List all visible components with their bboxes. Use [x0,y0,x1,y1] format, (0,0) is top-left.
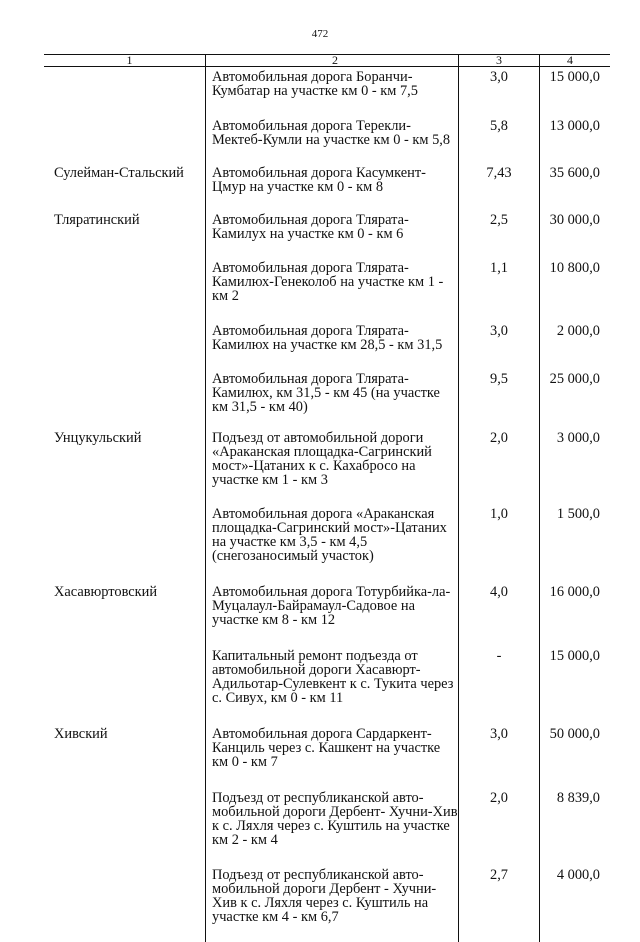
table-row [44,847,610,924]
road-description-cell: Автомобильная дорога Тлярата-Камилух на участке км 0 - км 6 [206,194,459,241]
district-cell: Унцукульский [44,414,206,487]
table-row [44,705,610,769]
amount-cell: 10 800,0 [540,241,611,303]
district-cell: Хивский [44,705,206,769]
table-tail-spacer [44,924,610,942]
header-row [44,55,610,67]
length-km-cell: - [459,627,540,705]
amount-cell: 30 000,0 [540,194,611,241]
road-description-cell: Подъезд от республиканской авто-мобильной дороги Дербент- Хучни-Хив к с. Ляхля через с. Куштиль на участке км 2 - км 4 [206,769,459,847]
amount-cell: 16 000,0 [540,563,611,627]
district-cell [44,487,206,563]
district-cell [44,769,206,847]
column-header-3: 3 [459,55,540,67]
table-row [44,627,610,705]
road-description-cell: Автомобильная дорога Тлярата-Камилюх, км 31,5 - км 45 (на участке км 31,5 - км 40) [206,352,459,414]
length-km-cell: 2,0 [459,414,540,487]
table-row [44,67,610,99]
length-km-cell: 3,0 [459,303,540,352]
table-row [44,487,610,563]
table-row [44,303,610,352]
district-cell [44,847,206,924]
road-description-cell: Подъезд от республиканской авто-мобильной дороги Дербент - Хучни-Хив к с. Ляхля через с. Куштиль на участке км 4 - км 6,7 [206,847,459,924]
table-row [44,194,610,241]
spacer-cell [206,924,459,942]
amount-cell: 35 600,0 [540,147,611,194]
amount-cell: 15 000,0 [540,67,611,99]
district-cell [44,241,206,303]
length-km-cell: 3,0 [459,67,540,99]
amount-cell: 3 000,0 [540,414,611,487]
road-description-cell: Автомобильная дорога «Араканская площадка-Сагринский мост»-Цатаних на участке км 3,5 - км 4,5 (снегозаносимый участок) [206,487,459,563]
district-cell [44,352,206,414]
length-km-cell: 2,7 [459,847,540,924]
road-description-cell: Автомобильная дорога Боранчи-Кумбатар на участке км 0 - км 7,5 [206,67,459,99]
amount-cell: 15 000,0 [540,627,611,705]
amount-cell: 50 000,0 [540,705,611,769]
amount-cell: 4 000,0 [540,847,611,924]
road-description-cell: Автомобильная дорога Тотурбийка-ла-Муцалаул-Байрамаул-Садовое на участке км 8 - км 12 [206,563,459,627]
page-number: 472 [0,28,640,40]
table-row [44,563,610,627]
length-km-cell: 7,43 [459,147,540,194]
table-body [44,67,610,942]
road-description-cell: Капитальный ремонт подъезда от автомобильной дороги Хасавюрт-Адильотар-Сулевкент к с. Тукита через с. Сивух, км 0 - км 11 [206,627,459,705]
length-km-cell: 9,5 [459,352,540,414]
district-cell: Хасавюртовский [44,563,206,627]
column-header-1: 1 [44,55,206,67]
table-row [44,98,610,147]
table-row [44,241,610,303]
table-header [44,55,610,67]
amount-cell: 13 000,0 [540,98,611,147]
road-description-cell: Подъезд от автомобильной дороги «Араканская площадка-Сагринский мост»-Цатаних к с. Кахабросо на участке км 1 - км 3 [206,414,459,487]
spacer-cell [459,924,540,942]
amount-cell: 8 839,0 [540,769,611,847]
amount-cell: 25 000,0 [540,352,611,414]
district-cell [44,303,206,352]
spacer-cell [540,924,611,942]
district-cell: Сулейман-Стальский [44,147,206,194]
amount-cell: 1 500,0 [540,487,611,563]
road-description-cell: Автомобильная дорога Терекли-Мектеб-Кумли на участке км 0 - км 5,8 [206,98,459,147]
column-header-2: 2 [206,55,459,67]
road-funding-table [44,54,610,942]
column-header-4: 4 [540,55,611,67]
table-row [44,414,610,487]
length-km-cell: 3,0 [459,705,540,769]
road-description-cell: Автомобильная дорога Касумкент-Цмур на участке км 0 - км 8 [206,147,459,194]
length-km-cell: 4,0 [459,563,540,627]
length-km-cell: 2,5 [459,194,540,241]
length-km-cell: 5,8 [459,98,540,147]
district-cell [44,67,206,99]
length-km-cell: 1,0 [459,487,540,563]
spacer-cell [44,924,206,942]
length-km-cell: 2,0 [459,769,540,847]
length-km-cell: 1,1 [459,241,540,303]
table-row [44,769,610,847]
district-cell: Тляратинский [44,194,206,241]
table-row [44,147,610,194]
road-description-cell: Автомобильная дорога Тлярата-Камилюх-Генеколоб на участке км 1 - км 2 [206,241,459,303]
road-description-cell: Автомобильная дорога Сардаркент-Канциль через с. Кашкент на участке км 0 - км 7 [206,705,459,769]
district-cell [44,627,206,705]
table-row [44,352,610,414]
district-cell [44,98,206,147]
amount-cell: 2 000,0 [540,303,611,352]
road-description-cell: Автомобильная дорога Тлярата-Камилюх на участке км 28,5 - км 31,5 [206,303,459,352]
